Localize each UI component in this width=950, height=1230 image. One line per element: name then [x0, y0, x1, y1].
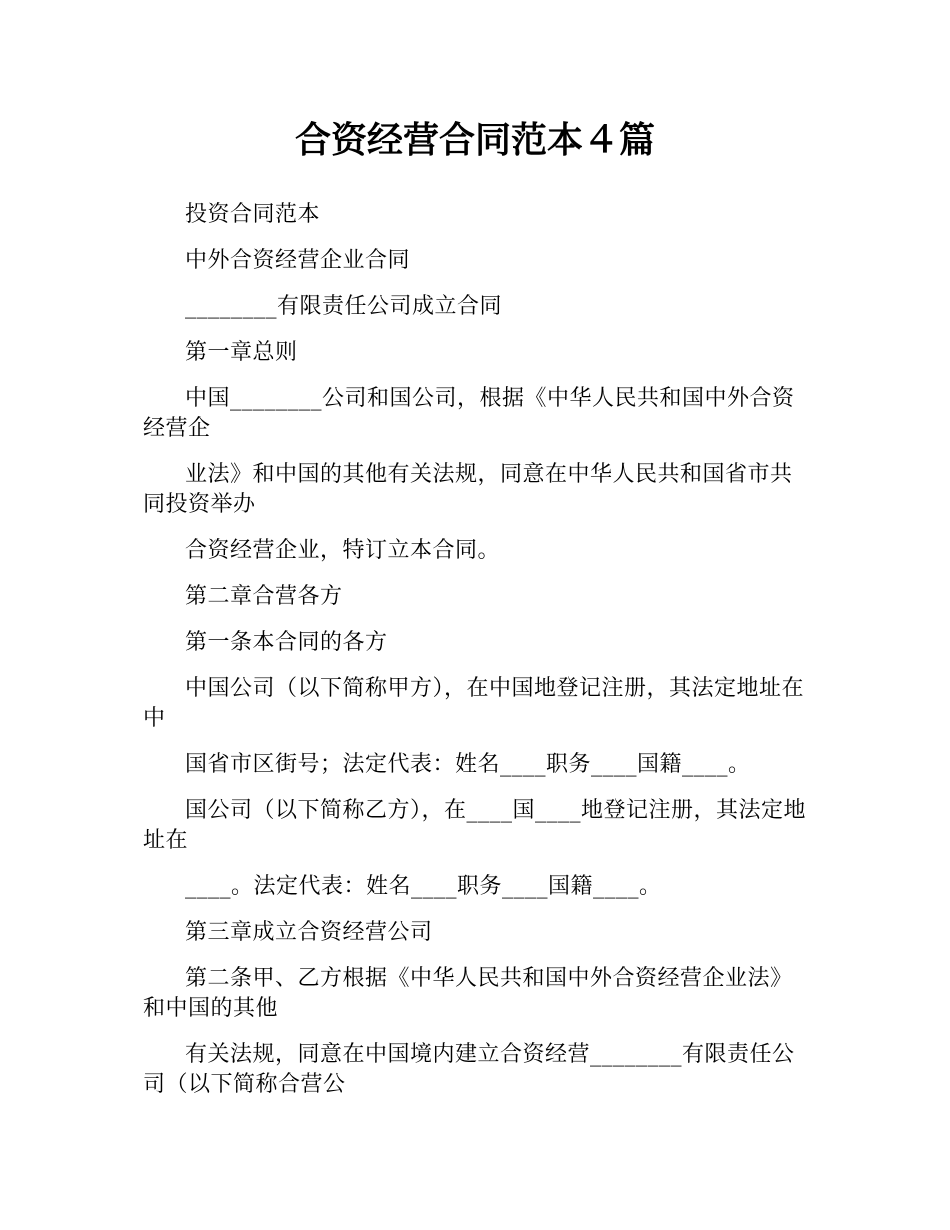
paragraph: 第一条本合同的各方 — [185, 630, 388, 655]
paragraph: 第二条甲、乙方根据《中华人民共和国中外合资经营企业法》和中国的其他 — [143, 966, 793, 1021]
paragraph: 业法》和中国的其他有关法规，同意在中华人民共和国省市共同投资举办 — [143, 462, 793, 517]
document-title: 合资经营合同范本４篇 — [294, 120, 655, 161]
paragraph: ________有限责任公司成立合同 — [185, 294, 503, 319]
paragraph: 第一章总则 — [185, 340, 298, 365]
document-body — [143, 200, 808, 1116]
paragraph: 第三章成立合资经营公司 — [185, 920, 433, 945]
paragraph: 投资合同范本 — [185, 202, 321, 227]
paragraph: 合资经营企业，特订立本合同。 — [185, 538, 501, 563]
paragraph: 中国公司（以下简称甲方），在中国地登记注册，其法定地址在中 — [143, 676, 805, 731]
paragraph: ____。法定代表：姓名____职务____国籍____。 — [185, 874, 662, 899]
paragraph: 中外合资经营企业合同 — [185, 248, 411, 273]
paragraph: 中国________公司和国公司，根据《中华人民共和国中外合资经营企 — [143, 386, 795, 441]
paragraph: 第二章合营各方 — [185, 584, 343, 609]
paragraph: 国公司（以下简称乙方），在____国____地登记注册，其法定地址在 — [143, 798, 807, 853]
paragraph: 国省市区街号；法定代表：姓名____职务____国籍____。 — [185, 752, 751, 777]
paragraph: 有关法规，同意在中国境内建立合资经营________有限责任公司（以下简称合营公 — [143, 1042, 795, 1097]
